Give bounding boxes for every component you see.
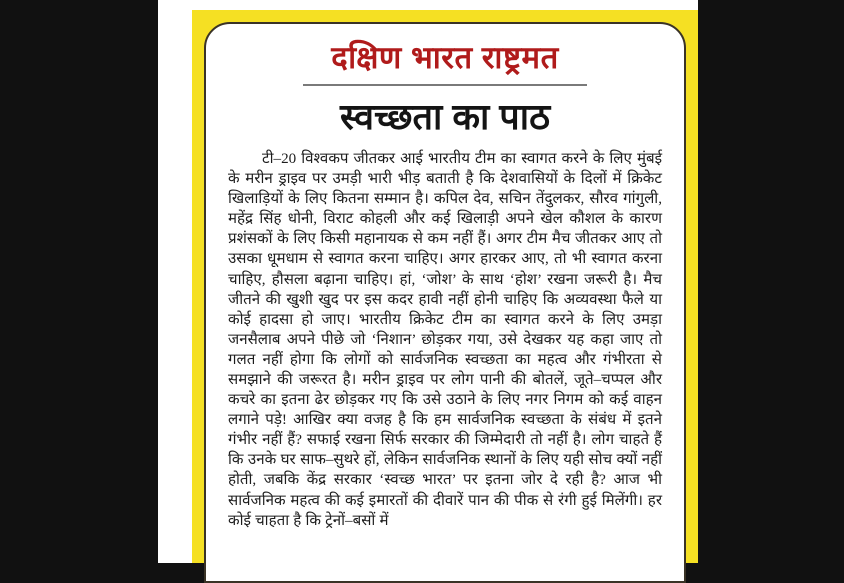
yellow-border-frame bbox=[192, 10, 698, 563]
article-headline: स्वच्छता का पाठ bbox=[339, 95, 550, 137]
article-body-text: टी–20 विश्वकप जीतकर आई भारतीय टीम का स्वागत करने के लिए मुंबई के मरीन ड्राइव पर उमड़ी भारी भीड़ बताती है कि देशवासियों के दिलों में क्रिकेट खिलाड़ियों के लिए कितना सम्मान है। कपिल देव, सचिन तेंदुलकर, सौरव गांगुली, महेंद्र सिंह धोनी, विराट कोहली और कई खिलाड़ी अपने खेल कौशल के कारण प्रशंसकों के लिए किसी महानायक से कम नहीं हैं। अगर टीम मैच जीतकर आए तो उसका धूमधाम से स्वागत करना चाहिए। अगर हारकर आए, तो भी स्वागत करना चाहिए, हौसला बढ़ाना चाहिए। हां, ‘जोश’ के साथ ‘होश’ रखना जरूरी है। मैच जीतने की खुशी खुद पर इस कदर हावी नहीं होनी चाहिए कि अव्यवस्था फैले या कोई हादसा हो जाए। भारतीय क्रिकेट टीम का स्वागत करने के लिए उमड़ा जनसैलाब अपने पीछे जो ‘निशान’ छोड़कर गया, उसे देखकर यह कहा जाए तो गलत नहीं होगा कि लोगों को सार्वजनिक स्वच्छता का महत्व और गंभीरता से समझाने की जरूरत है। मरीन ड्राइव पर लोग पानी की बोतलें, जूते–चप्पल और कचरे का इतना ढेर छोड़कर गए कि उसे उठाने के लिए नगर निगम को कई वाहन लगाने पड़े! आखिर क्या वजह है कि हम सार्वजनिक स्वच्छता के संबंध में इतने गंभीर नहीं हैं? सफाई रखना सिर्फ सरकार की जिम्मेदारी तो नहीं है। लोग चाहते हैं कि उनके घर साफ–सुथरे हों, लेकिन सार्वजनिक स्थानों के लिए यही सोच क्यों नहीं होती, जबकि केंद्र सरकार ‘स्वच्छ भारत’ पर इतना जोर दे रही है? आज भी सार्वजनिक महत्व की कई इमारतों की दीवारें पान की पीक से रंगी हुई मिलेंगी। हर कोई चाहता है कि ट्रेनों–बसों में bbox=[228, 150, 662, 529]
newspaper-masthead: दक्षिण भारत राष्ट्रमत bbox=[331, 40, 559, 75]
inner-rounded-border bbox=[204, 22, 686, 583]
masthead-divider bbox=[303, 84, 587, 86]
newspaper-paper bbox=[158, 0, 698, 563]
clipping-content bbox=[206, 24, 684, 581]
